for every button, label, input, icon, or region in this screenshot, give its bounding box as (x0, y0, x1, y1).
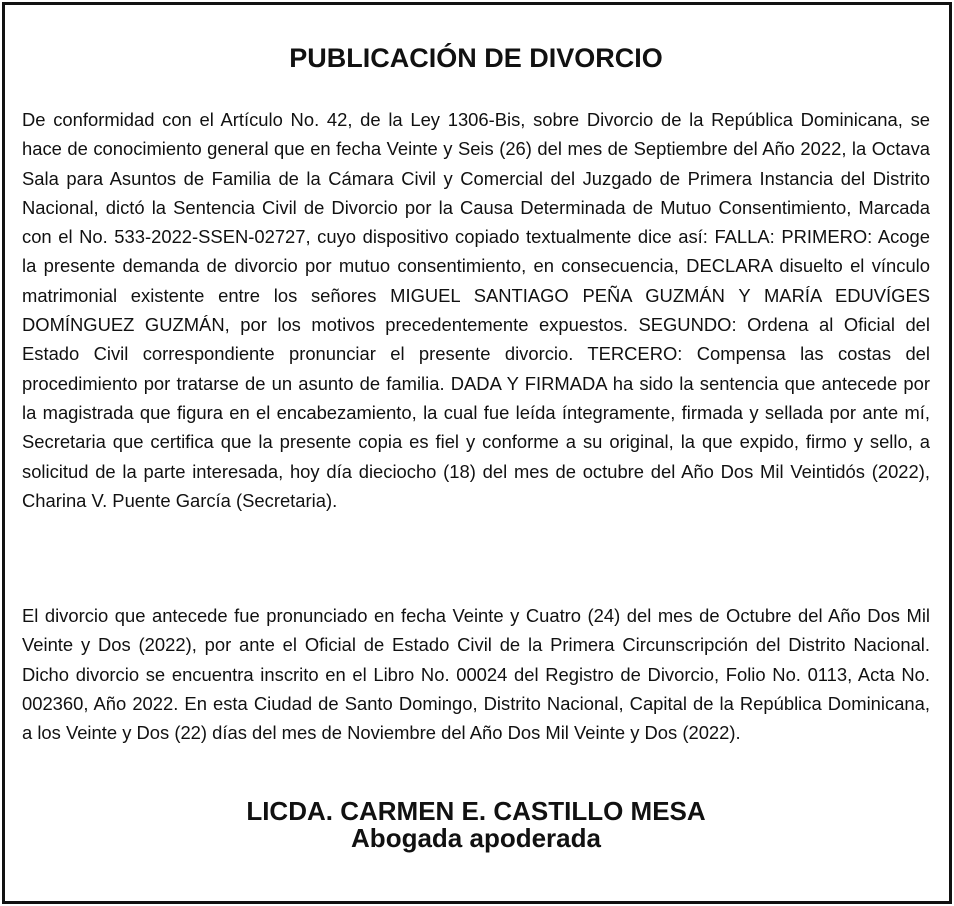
notice-title: PUBLICACIÓN DE DIVORCIO (289, 43, 663, 73)
signature-role: Abogada apoderada (351, 823, 601, 853)
ruling-paragraph: De conformidad con el Artículo No. 42, de la Ley 1306-Bis, sobre Divorcio de la República Dominicana, se hace de conocimiento general que en fecha Veinte y Seis (26) del mes de Septiembre del Año 2022, la Octava Sala para Asuntos de Familia de la Cámara Civil y Comercial del Juzgado de Primera Instancia del Distrito Nacional, dictó la Sentencia Civil de Divorcio por la Causa Determinada de Mutuo Consentimiento, Marcada con el No. 533-2022-SSEN-02727, cuyo dispositivo copiado textualmente dice así: FALLA: PRIMERO: Acoge la presente demanda de divorcio por mutuo consentimiento, en consecuencia, DECLARA disuelto el vínculo matrimonial existente entre los señores MIGUEL SANTIAGO PEÑA GUZMÁN Y MARÍA EDUVÍGES DOMÍNGUEZ GUZMÁN, por los motivos precedentemente expuestos. SEGUNDO: Ordena al Oficial del Estado Civil correspondiente pronunciar el presente divorcio. TERCERO: Compensa las costas del procedimiento por tratarse de un asunto de familia. DADA Y FIRMADA ha sido la sentencia que antecede por la magistrada que figura en el encabezamiento, la cual fue leída íntegramente, firmada y sellada por ante mí, Secretaria que certifica que la presente copia es fiel y conforme a su original, la que expido, firmo y sello, a solicitud de la parte interesada, hoy día dieciocho (18) del mes de octubre del Año Dos Mil Veintidós (2022), Charina V. Puente García (Secretaria). (22, 109, 930, 511)
notice-border (2, 2, 952, 904)
signature-name: LICDA. CARMEN E. CASTILLO MESA (246, 796, 706, 826)
registration-paragraph: El divorcio que antecede fue pronunciado en fecha Veinte y Cuatro (24) del mes de Octubre del Año Dos Mil Veinte y Dos (2022), por ante el Oficial de Estado Civil de la Primera Circunscripción del Distrito Nacional. Dicho divorcio se encuentra inscrito en el Libro No. 00024 del Registro de Divorcio, Folio No. 0113, Acta No. 002360, Año 2022. En esta Ciudad de Santo Domingo, Distrito Nacional, Capital de la República Dominicana, a los Veinte y Dos (22) días del mes de Noviembre del Año Dos Mil Veinte y Dos (2022). (22, 605, 930, 744)
